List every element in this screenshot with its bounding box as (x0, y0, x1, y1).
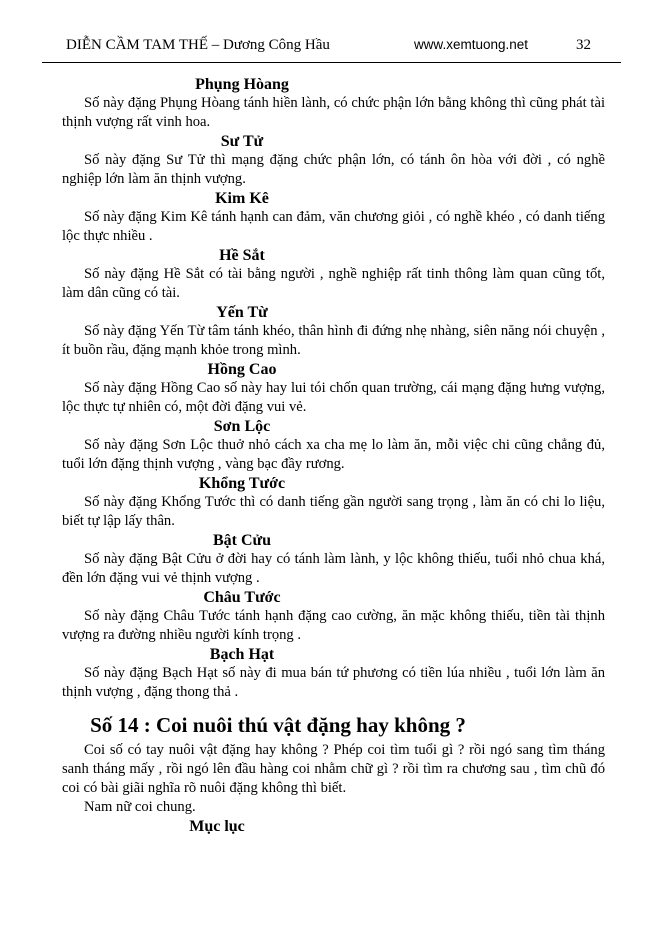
section-14-paragraph: Coi số có tay nuôi vật đặng hay không ? Phép coi tìm tuổi gì ? rồi ngó sang tìm tháng sanh tháng mấy , rồi ngó lên đầu hàng coi nhằm chữ gì ? rồi tìm ra chương sau , tìm chũ đó coi có bài giãi nghĩa rõ nuôi đặng không thì biết. (62, 742, 605, 796)
section (62, 246, 605, 303)
section-heading: Kim Kê (215, 190, 269, 207)
section-14 (62, 712, 605, 817)
section (62, 474, 605, 531)
page-content (0, 63, 661, 836)
table-of-contents-heading: Mục lục (189, 818, 245, 835)
section-14-heading: Số 14 : Coi nuôi thú vật đặng hay không ? (90, 713, 466, 737)
section-heading: Bạch Hạt (209, 646, 275, 663)
section (62, 645, 605, 702)
section (62, 531, 605, 588)
section-heading: Châu Tước (203, 589, 281, 606)
section-heading: Phụng Hòang (195, 76, 289, 93)
section-paragraph: Số này đặng Bạch Hạt số này đi mua bán tứ phương có tiền lúa nhiều , tuổi lớn làm ăn thịnh vượng , đặng thong thả . (62, 665, 605, 700)
section-paragraph: Số này đặng Sư Tử thì mạng đặng chức phận lớn, có tánh ôn hòa với đời , có nghề nghiệp lớn làm ăn thịnh vượng. (62, 152, 605, 187)
section-paragraph: Số này đặng Hề Sắt có tài bằng người , nghề nghiệp rất tinh thông làm quan cũng tốt, làm dân cũng có tài. (62, 266, 605, 301)
section-heading: Khổng Tước (198, 475, 286, 492)
section (62, 303, 605, 360)
section-paragraph: Số này đặng Sơn Lộc thuở nhỏ cách xa cha mẹ lo làm ăn, mỗi việc chi cũng chẳng đủ, tuổi lớn đặng thịnh vượng , vàng bạc đầy rương. (62, 437, 605, 472)
section-paragraph: Số này đặng Yến Từ tâm tánh khéo, thân hình đi đứng nhẹ nhàng, siên năng nói chuyện , ít buồn rầu, đặng mạnh khỏe trong mình. (62, 323, 605, 358)
section (62, 189, 605, 246)
section (62, 588, 605, 645)
page-number: 32 (576, 37, 591, 53)
section-heading: Sơn Lộc (213, 418, 271, 435)
section-paragraph: Số này đặng Kim Kê tánh hạnh can đảm, văn chương giỏi , có nghề khéo , có danh tiếng lộc thực nhiều . (62, 209, 605, 244)
section-heading: Hề Sắt (219, 247, 265, 264)
section (62, 132, 605, 189)
section-heading: Sư Tử (220, 133, 264, 150)
section (62, 360, 605, 417)
website-url: www.xemtuong.net (413, 37, 528, 52)
section (62, 75, 605, 132)
section-paragraph: Số này đặng Khổng Tước thì có danh tiếng gần người sang trọng , làm ăn có chi lo liệu, biết tự lập lấy thân. (62, 494, 605, 529)
document-title: DIỄN CẦM TAM THẾ – Dương Công Hầu (66, 37, 330, 53)
section-paragraph: Số này đặng Phụng Hòang tánh hiền lành, có chức phận lớn bằng không thì cũng phát tài thịnh vượng rất vinh hoa. (62, 95, 605, 130)
section-heading: Bật Cửu (212, 532, 272, 549)
section (62, 417, 605, 474)
section-paragraph: Số này đặng Hồng Cao số này hay lui tói chốn quan trường, cái mạng đặng hưng vượng, lộc thực tự nhiên có, một đời đặng vui vẻ. (62, 380, 605, 415)
section-paragraph: Số này đặng Châu Tước tánh hạnh đặng cao cường, ăn mặc không thiếu, tiền tài thịnh vượng ra đường nhiều người kính trọng . (62, 608, 605, 643)
section-14-note: Nam nữ coi chung. (84, 799, 196, 815)
section-heading: Yến Từ (216, 304, 268, 321)
section-paragraph: Số này đặng Bật Cửu ở đời hay có tánh làm lành, y lộc không thiếu, tuổi nhỏ chua khá, đền lớn đặng vui vẻ thịnh vượng . (62, 551, 605, 586)
section-heading: Hồng Cao (207, 361, 277, 378)
page-header (0, 0, 661, 54)
